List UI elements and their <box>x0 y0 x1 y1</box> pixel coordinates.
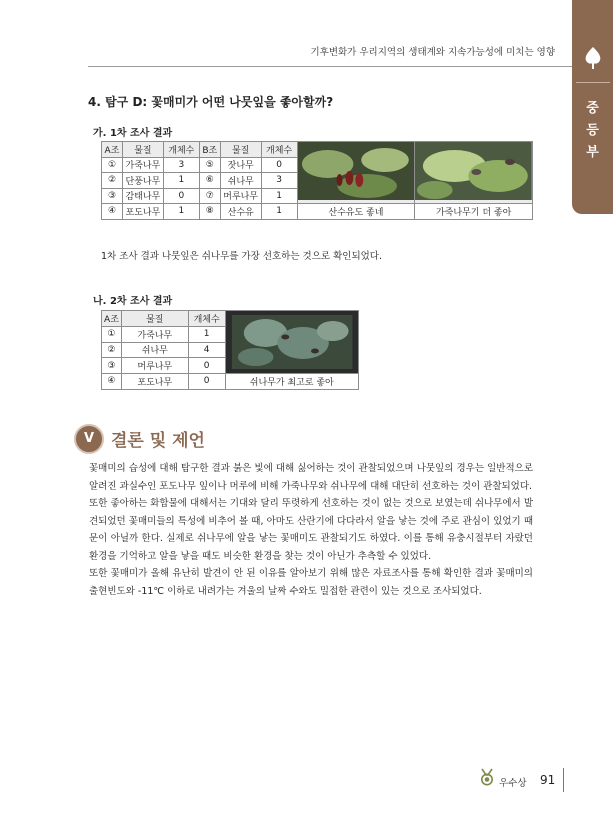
chapter-label-char: 중 <box>586 101 599 116</box>
cell-count: 1 <box>261 188 297 204</box>
cell-material: 가죽나무 <box>122 157 163 173</box>
header-cell: A조 <box>102 142 123 158</box>
cell-material: 머루나무 <box>121 358 188 374</box>
cell-count: 1 <box>163 173 199 189</box>
running-header: 기후변화가 우리지역의 생태계와 지속가능성에 미치는 영향 <box>310 47 555 58</box>
header-cell: 개체수 <box>163 142 199 158</box>
page-number: 91 <box>540 773 556 787</box>
footer-divider <box>563 768 564 792</box>
chapter-side-tab <box>572 0 613 214</box>
table-row <box>102 204 533 220</box>
cell-no: ④ <box>102 204 123 220</box>
cell-count: 3 <box>261 173 297 189</box>
photo-caption: 산수유도 좋네 <box>297 204 415 220</box>
conclusion-body <box>89 460 533 600</box>
cicada-photo-gajuk <box>415 142 532 200</box>
cell-no: ① <box>102 326 122 342</box>
cell-material: 쉬나무 <box>121 342 188 358</box>
section-number-badge: V <box>74 424 104 454</box>
survey1-result: 1차 조사 결과 나뭇잎은 쉬나무를 가장 선호하는 것으로 확인되었다. <box>101 251 383 262</box>
cicada-photo-swinamu <box>226 311 358 373</box>
cell-material: 단풍나무 <box>122 173 163 189</box>
header-cell: 개체수 <box>261 142 297 158</box>
medal-icon <box>478 768 496 786</box>
header-cell: 개체수 <box>188 311 225 327</box>
tab-divider <box>576 82 610 83</box>
cicada-photo-sansuyu <box>298 142 415 200</box>
cell-count: 4 <box>188 342 225 358</box>
cell-count: 0 <box>261 157 297 173</box>
header-divider <box>88 66 572 67</box>
cell-no: ③ <box>102 358 122 374</box>
cell-no: ⑧ <box>199 204 220 220</box>
cell-no: ⑥ <box>199 173 220 189</box>
cell-no: ① <box>102 157 123 173</box>
cell-material: 잣나무 <box>220 157 261 173</box>
award-label: 우수상 <box>499 778 527 789</box>
cell-material: 가죽나무 <box>121 326 188 342</box>
header-cell: A조 <box>102 311 122 327</box>
cell-no: ③ <box>102 188 123 204</box>
cell-count: 1 <box>261 204 297 220</box>
leaf-icon <box>582 46 604 70</box>
cell-material: 감태나무 <box>122 188 163 204</box>
cell-count: 0 <box>188 374 225 390</box>
conclusion-paragraph: 또한 좋아하는 화합물에 대해서는 기대와 달리 뚜렷하게 선호하는 것이 없는 것으로 보였는데 쉬나무에서 발견되었던 꽃매미들의 특성에 비추어 볼 때, 아마도 산란기에 다다라서 알을 낳는 것에 주로 관심이 있었기 때문이 아닐까 한다. 실제로 쉬나무에 알을 낳는 꽃매미도 관찰되기도 하였다. 이를 통해 유충시절부터 자랐던 환경을 기억하고 알을 낳을 때도 비슷한 환경을 찾는 것이 아닌가 추측할 수 있었다. <box>89 498 533 562</box>
section4-heading: 4. 탐구 D: 꽃매미가 어떤 나뭇잎을 좋아할까? <box>88 95 334 109</box>
header-cell: B조 <box>199 142 220 158</box>
survey2-table <box>101 310 359 390</box>
header-cell: 물질 <box>220 142 261 158</box>
cell-material: 머루나무 <box>220 188 261 204</box>
cell-material: 산수유 <box>220 204 261 220</box>
survey1-title: 가. 1차 조사 결과 <box>93 128 173 139</box>
chapter-label <box>572 98 613 164</box>
cell-no: ② <box>102 173 123 189</box>
cell-count: 1 <box>188 326 225 342</box>
photo-cell <box>297 142 415 204</box>
cell-count: 0 <box>188 358 225 374</box>
section5-title: 결론 및 제언 <box>111 431 205 451</box>
cell-no: ⑤ <box>199 157 220 173</box>
cell-count: 1 <box>163 204 199 220</box>
cell-material: 쉬나무 <box>220 173 261 189</box>
header-cell: 물질 <box>121 311 188 327</box>
table-header-row <box>102 142 533 158</box>
photo-caption: 가죽나무기 더 좋아 <box>415 204 533 220</box>
cell-no: ④ <box>102 374 122 390</box>
chapter-label-char: 부 <box>586 145 599 160</box>
cell-count: 0 <box>163 188 199 204</box>
photo-caption: 쉬나무가 최고로 좋아 <box>225 374 358 390</box>
cell-no: ② <box>102 342 122 358</box>
conclusion-paragraph: 꽃매미의 습성에 대해 탐구한 결과 붉은 빛에 대해 싫어하는 것이 관찰되었으며 나뭇잎의 경우는 일반적으로 알려진 과실수인 포도나무 잎이나 머루에 비해 가죽나무와 쉬나무에 대해 대단히 선호하는 것이 관찰되었다. <box>89 463 533 492</box>
header-cell: 물질 <box>122 142 163 158</box>
survey1-table <box>101 141 533 220</box>
table-row <box>102 374 359 390</box>
conclusion-paragraph: 또한 꽃매미가 올해 유난히 발견이 안 된 이유를 알아보기 위해 많은 자료조사를 통해 확인한 결과 꽃매미의 출현빈도와 -11℃ 이하로 내려가는 겨울의 날짜 수와도 밀접한 관련이 있는 것으로 조사되었다. <box>89 568 533 597</box>
table-header-row <box>102 311 359 327</box>
cell-count: 3 <box>163 157 199 173</box>
photo-cell <box>415 142 533 204</box>
cell-material: 포도나무 <box>122 204 163 220</box>
cell-material: 포도나무 <box>121 374 188 390</box>
chapter-label-char: 등 <box>586 123 599 138</box>
survey2-title: 나. 2차 조사 결과 <box>93 296 173 307</box>
photo-cell <box>225 311 358 374</box>
cell-no: ⑦ <box>199 188 220 204</box>
